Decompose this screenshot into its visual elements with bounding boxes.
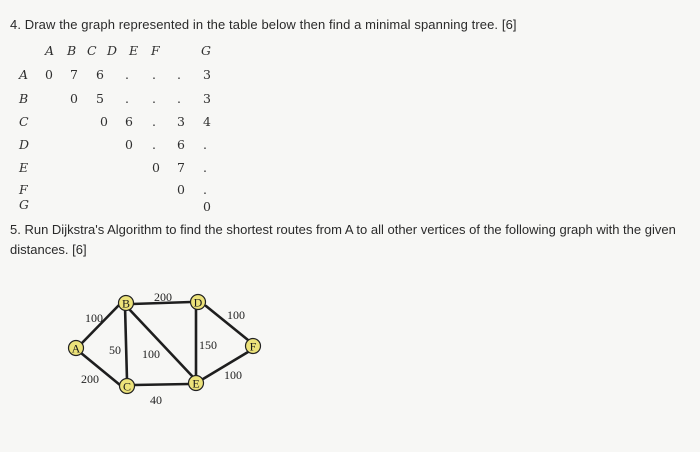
cell-b-b: 0 — [70, 91, 78, 106]
col-header-d: D — [107, 43, 118, 58]
row-header-b: B — [19, 91, 29, 106]
edge-c-e — [134, 384, 189, 385]
node-label-b: B — [121, 296, 131, 311]
edge-b-e — [129, 309, 193, 377]
weight-b-c: 50 — [109, 343, 121, 357]
cell-a-g: 3 — [203, 67, 211, 82]
cell-b-f: . — [177, 91, 181, 106]
col-header-f: F — [151, 43, 160, 58]
weight-a-c: 200 — [81, 372, 99, 386]
cell-e-e: 0 — [152, 160, 160, 175]
weight-a-b: 100 — [85, 311, 103, 325]
cell-e-f: 7 — [177, 160, 185, 175]
cell-b-d: . — [125, 91, 129, 106]
cell-a-e: . — [152, 67, 156, 82]
row-header-f: F — [19, 182, 28, 197]
node-label-a: A — [71, 341, 81, 356]
col-header-b: B — [67, 43, 77, 58]
cell-c-e: . — [152, 114, 156, 129]
node-label-d: D — [193, 295, 203, 310]
cell-g-g: 0 — [203, 199, 211, 214]
row-header-a: A — [19, 67, 29, 82]
cell-f-f: 0 — [177, 182, 185, 197]
cell-a-d: . — [125, 67, 129, 82]
row-header-g: G — [19, 197, 29, 212]
col-header-g: G — [201, 43, 211, 58]
weight-e-f: 100 — [224, 368, 242, 382]
col-header-c: C — [87, 43, 97, 58]
edge-b-c — [125, 306, 127, 380]
weight-b-d: 200 — [154, 290, 172, 304]
cell-c-g: 4 — [203, 114, 211, 129]
cell-a-a: 0 — [45, 67, 53, 82]
cell-d-g: . — [203, 137, 207, 152]
node-label-c: C — [122, 379, 132, 394]
cell-a-c: 6 — [96, 67, 104, 82]
question-4-text: 4. Draw the graph represented in the table below then find a minimal spanning tree. [6] — [10, 17, 517, 32]
weight-d-f: 100 — [227, 308, 245, 322]
weight-d-e: 150 — [199, 338, 217, 352]
node-label-e: E — [192, 376, 200, 391]
col-header-a: A — [45, 43, 55, 58]
node-label-f: F — [249, 339, 257, 354]
cell-a-f: . — [177, 67, 181, 82]
cell-b-g: 3 — [203, 91, 211, 106]
cell-f-g: . — [203, 182, 207, 197]
cell-c-d: 6 — [125, 114, 133, 129]
weight-c-e: 40 — [150, 393, 162, 407]
cell-e-g: . — [203, 160, 207, 175]
row-header-c: C — [19, 114, 29, 129]
cell-d-f: 6 — [177, 137, 185, 152]
row-header-e: E — [19, 160, 29, 175]
cell-a-b: 7 — [70, 67, 78, 82]
question-5-text: 5. Run Dijkstra's Algorithm to find the shortest routes from A to all other vertices of the following graph with the given distances. [6] — [10, 222, 676, 257]
cell-d-e: . — [152, 137, 156, 152]
col-header-e: E — [129, 43, 139, 58]
cell-c-c: 0 — [100, 114, 108, 129]
cell-d-d: 0 — [125, 137, 133, 152]
cell-b-c: 5 — [96, 91, 104, 106]
weight-b-e: 100 — [142, 347, 160, 361]
row-header-d: D — [19, 137, 30, 152]
cell-c-f: 3 — [177, 114, 185, 129]
cell-b-e: . — [152, 91, 156, 106]
